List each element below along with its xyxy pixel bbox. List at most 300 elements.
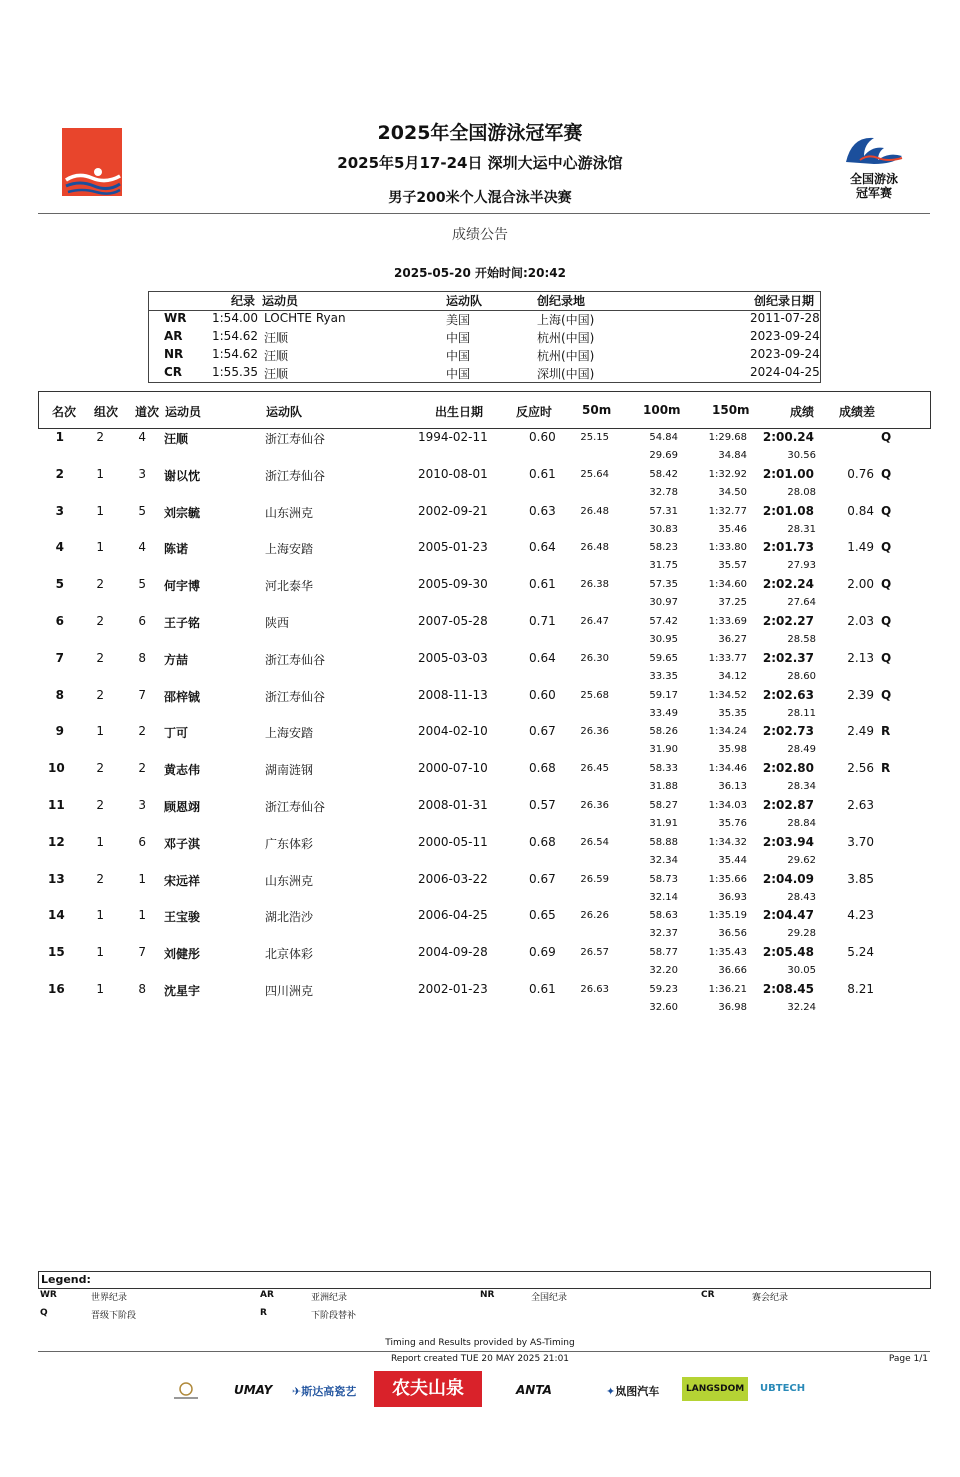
- legend-description: 世界纪录: [91, 1293, 128, 1303]
- heat: 2: [96, 687, 104, 702]
- lap-200m: 29.28: [787, 928, 816, 940]
- lane: 8: [138, 982, 146, 996]
- reaction-time: 0.61: [529, 577, 556, 592]
- results-header: [38, 391, 931, 429]
- lap-150m: 37.25: [718, 597, 747, 609]
- result-row: [38, 687, 930, 724]
- final-time: 2:03.94: [762, 834, 814, 849]
- birth-date: 2010-08-01: [418, 466, 488, 481]
- team: 浙江寿仙谷: [265, 800, 326, 814]
- rank: 7: [55, 650, 64, 665]
- split-100m: 58.88: [649, 836, 678, 848]
- split-100m: 58.73: [649, 873, 678, 885]
- lap-200m: 28.34: [787, 781, 816, 793]
- qualification-mark: Q: [881, 430, 892, 444]
- result-row: [38, 834, 930, 871]
- lap-150m: 36.66: [718, 965, 747, 977]
- split-150m: 1:34.60: [708, 579, 747, 591]
- time-behind: 2.13: [847, 650, 874, 665]
- heat: 2: [96, 577, 104, 592]
- rank: 5: [55, 577, 64, 592]
- athlete-name: 刘健彤: [164, 947, 201, 962]
- rank: 11: [48, 798, 65, 812]
- final-time: 2:02.87: [762, 798, 814, 812]
- split-150m: 1:35.19: [708, 910, 747, 922]
- team: 河北泰华: [265, 579, 314, 594]
- split-150m: 1:34.46: [708, 763, 747, 775]
- lap-200m: 28.08: [787, 486, 816, 498]
- record-date: 2011-07-28: [750, 311, 820, 325]
- final-time: 2:04.09: [762, 871, 814, 886]
- lap-150m: 35.44: [718, 854, 747, 866]
- reaction-time: 0.61: [529, 982, 556, 996]
- split-50m: 26.26: [580, 910, 609, 922]
- result-row: [38, 613, 930, 650]
- rank: 12: [48, 834, 65, 849]
- lane: 8: [138, 650, 146, 665]
- lane: 5: [138, 503, 146, 518]
- reaction-time: 0.63: [529, 503, 556, 518]
- birth-date: 2002-01-23: [418, 982, 488, 996]
- sponsor-umay: UMAY: [234, 1383, 273, 1397]
- split-100m: 58.63: [649, 910, 678, 922]
- lane: 4: [138, 430, 146, 444]
- record-team: 中国: [446, 367, 471, 381]
- record-place: 深圳(中国): [537, 367, 595, 381]
- record-time: 1:54.62: [212, 329, 259, 343]
- legend-description: 赛会纪录: [752, 1293, 789, 1303]
- lane: 6: [138, 614, 146, 628]
- lane: 3: [138, 466, 146, 481]
- athlete-name: 陈诺: [164, 542, 189, 557]
- time-behind: 1.49: [847, 540, 874, 555]
- final-time: 2:02.27: [762, 614, 814, 628]
- record-time: 1:55.35: [212, 365, 259, 379]
- reaction-time: 0.69: [529, 945, 556, 960]
- legend-description: 晋级下阶段: [91, 1311, 137, 1321]
- athlete-name: 谢以忱: [164, 468, 201, 483]
- record-code: CR: [164, 365, 183, 379]
- rank: 16: [48, 982, 65, 996]
- result-row: [38, 576, 930, 613]
- team: 陕西: [265, 616, 290, 630]
- heat: 1: [96, 724, 104, 739]
- legend-code: WR: [40, 1290, 57, 1300]
- rank: 8: [55, 687, 64, 702]
- split-50m: 26.57: [580, 947, 609, 959]
- qualification-mark: Q: [881, 466, 892, 481]
- lap-150m: 35.76: [718, 818, 747, 829]
- rank: 10: [48, 761, 65, 776]
- record-row: [149, 311, 820, 329]
- sponsor-sida: [292, 1383, 356, 1399]
- lap-150m: 35.46: [718, 523, 747, 535]
- sponsor-voyah: [606, 1383, 659, 1399]
- lane: 4: [138, 540, 146, 555]
- split-100m: 59.17: [649, 689, 678, 701]
- heat: 2: [96, 614, 104, 628]
- reaction-time: 0.64: [529, 540, 556, 555]
- rank: 13: [48, 871, 65, 886]
- header-150m: 150m: [712, 403, 750, 417]
- header-reaction: 反应时: [516, 405, 553, 419]
- heat: 2: [96, 650, 104, 665]
- split-50m: 25.64: [580, 468, 609, 480]
- reaction-time: 0.65: [529, 908, 556, 923]
- qualification-mark: Q: [881, 650, 892, 665]
- athlete-name: 何宇博: [164, 579, 201, 594]
- heat: 1: [96, 503, 104, 518]
- final-time: 2:01.00: [762, 466, 814, 481]
- final-time: 2:01.73: [762, 540, 814, 555]
- record-athlete: LOCHTE Ryan: [264, 311, 346, 325]
- header-heat: 组次: [94, 405, 119, 419]
- split-50m: 26.59: [580, 873, 609, 885]
- rank: 2: [55, 466, 64, 481]
- right-logo-line1: 全国游泳: [849, 172, 898, 186]
- qualification-mark: Q: [881, 614, 892, 628]
- legend-code: R: [260, 1308, 267, 1318]
- birth-date: 1994-02-11: [418, 430, 488, 444]
- rank: 9: [55, 724, 64, 739]
- qualification-mark: Q: [881, 687, 892, 702]
- rank: 14: [48, 908, 65, 923]
- lap-150m: 34.84: [718, 450, 747, 461]
- record-athlete: 汪顺: [264, 331, 289, 345]
- lap-200m: 28.43: [787, 891, 816, 903]
- split-50m: 25.68: [580, 689, 609, 701]
- split-100m: 54.84: [649, 432, 678, 443]
- split-100m: 58.42: [649, 468, 678, 480]
- lap-200m: 32.24: [787, 1002, 816, 1013]
- qualification-mark: Q: [881, 503, 892, 518]
- split-150m: 1:34.32: [708, 836, 747, 848]
- rank: 15: [48, 945, 65, 960]
- record-date: 2024-04-25: [750, 365, 820, 379]
- reaction-time: 0.67: [529, 724, 556, 739]
- records-header-team: 运动队: [446, 294, 483, 308]
- lane: 3: [138, 798, 146, 812]
- record-place: 杭州(中国): [537, 349, 595, 363]
- reaction-time: 0.71: [529, 614, 556, 628]
- split-150m: 1:35.66: [708, 873, 747, 885]
- header-dob: 出生日期: [435, 405, 484, 419]
- lap-100m: 31.91: [649, 818, 678, 829]
- split-100m: 58.23: [649, 542, 678, 554]
- final-time: 2:01.08: [762, 503, 814, 518]
- lap-200m: 29.62: [787, 854, 816, 866]
- split-100m: 57.31: [649, 505, 678, 517]
- split-150m: 1:34.52: [708, 689, 747, 701]
- lap-100m: 32.34: [649, 854, 678, 866]
- date-start-time: 2025-05-20 开始时间:20:42: [394, 266, 566, 280]
- legend-description: 全国纪录: [531, 1293, 568, 1303]
- lap-200m: 28.84: [787, 818, 816, 829]
- birth-date: 2004-02-10: [418, 724, 488, 739]
- athlete-name: 方喆: [164, 652, 189, 667]
- split-100m: 59.65: [649, 652, 678, 664]
- date-venue: 2025年5月17-24日 深圳大运中心游泳馆: [337, 154, 623, 172]
- lap-100m: 30.97: [649, 597, 678, 609]
- right-logo-line2: 冠军赛: [855, 186, 892, 200]
- lap-100m: 30.83: [649, 523, 678, 535]
- athlete-name: 沈星宇: [164, 984, 201, 998]
- result-row: [38, 650, 930, 687]
- lap-100m: 31.90: [649, 744, 678, 756]
- heat: 1: [96, 540, 104, 555]
- header-athlete: 运动员: [165, 405, 202, 419]
- lap-100m: 29.69: [649, 450, 678, 461]
- lap-150m: 36.27: [718, 634, 747, 645]
- lap-100m: 32.78: [649, 486, 678, 498]
- event-name: 男子200米个人混合泳半决赛: [388, 190, 572, 206]
- heat: 2: [96, 798, 104, 812]
- header-lane: 道次: [135, 405, 160, 419]
- sponsor-strip: [160, 1371, 810, 1411]
- lap-200m: 28.31: [787, 523, 816, 535]
- birth-date: 2008-11-13: [418, 687, 488, 702]
- time-behind: 4.23: [847, 908, 874, 923]
- time-behind: 2.56: [847, 761, 874, 776]
- final-time: 2:00.24: [762, 430, 814, 444]
- final-time: 2:02.37: [762, 650, 814, 665]
- legend-box: [38, 1271, 931, 1289]
- time-behind: 0.84: [847, 503, 874, 518]
- header-50m: 50m: [582, 403, 612, 417]
- lap-100m: 32.20: [649, 965, 678, 977]
- legend-description: 亚洲纪录: [311, 1293, 348, 1303]
- lap-200m: 27.93: [787, 560, 816, 572]
- split-50m: 26.48: [580, 542, 609, 554]
- sponsor-nongfu: 农夫山泉: [374, 1371, 482, 1407]
- split-100m: 58.77: [649, 947, 678, 959]
- page-number: Page 1/1: [888, 1354, 928, 1364]
- result-row: [38, 466, 930, 503]
- split-150m: 1:34.24: [708, 726, 747, 738]
- heat: 1: [96, 834, 104, 849]
- lap-100m: 33.35: [649, 670, 678, 682]
- final-time: 2:05.48: [762, 945, 814, 960]
- competition-title: 2025年全国游泳冠军赛: [377, 122, 583, 144]
- lap-100m: 31.88: [649, 781, 678, 793]
- reaction-time: 0.64: [529, 650, 556, 665]
- split-50m: 25.15: [580, 432, 609, 443]
- split-150m: 1:32.77: [708, 505, 747, 517]
- athlete-name: 王子铭: [164, 616, 201, 630]
- sponsor-anta: ANTA: [516, 1383, 552, 1397]
- record-date: 2023-09-24: [750, 329, 820, 343]
- rank: 4: [55, 540, 64, 555]
- lane: 7: [138, 945, 146, 960]
- lap-150m: 36.93: [718, 891, 747, 903]
- result-row: [38, 429, 930, 466]
- qualification-mark: Q: [881, 577, 892, 592]
- record-row: [149, 365, 820, 383]
- record-place: 上海(中国): [537, 313, 595, 327]
- reaction-time: 0.68: [529, 761, 556, 776]
- team: 浙江寿仙谷: [265, 652, 326, 667]
- split-50m: 26.36: [580, 800, 609, 811]
- athlete-name: 邵梓铖: [164, 689, 201, 704]
- athlete-name: 宋远祥: [164, 873, 201, 888]
- lap-200m: 28.58: [787, 634, 816, 645]
- footer-divider: [38, 1351, 930, 1352]
- split-150m: 1:34.03: [708, 800, 747, 811]
- lap-150m: 35.35: [718, 707, 747, 719]
- result-announcement-title: 成绩公告: [452, 227, 508, 243]
- split-50m: 26.54: [580, 836, 609, 848]
- time-behind: 2.03: [847, 614, 874, 628]
- heat: 2: [96, 871, 104, 886]
- birth-date: 2002-09-21: [418, 503, 488, 518]
- split-50m: 26.45: [580, 763, 609, 775]
- athlete-name: 丁可: [164, 726, 189, 741]
- record-code: NR: [164, 347, 184, 361]
- header-rank: 名次: [52, 405, 77, 419]
- result-row: [38, 797, 930, 834]
- qualification-mark: Q: [881, 540, 892, 555]
- final-time: 2:02.63: [762, 687, 814, 702]
- lap-150m: 34.50: [718, 486, 747, 498]
- record-time: 1:54.62: [212, 347, 259, 361]
- header-result: 成绩: [790, 405, 815, 419]
- lane: 2: [138, 761, 146, 776]
- records-header-athlete: 运动员: [262, 294, 299, 308]
- legend-code: Q: [40, 1308, 48, 1318]
- sponsor-voyah-logo-icon: ✦: [606, 1385, 616, 1398]
- time-behind: 2.00: [847, 577, 874, 592]
- timing-provider: Timing and Results provided by AS-Timing: [385, 1338, 575, 1348]
- team: 四川洲克: [265, 984, 314, 998]
- time-behind: 2.39: [847, 687, 874, 702]
- legend-description: 下阶段替补: [311, 1311, 357, 1321]
- sponsor-sida-label: 斯达高瓷艺: [301, 1385, 357, 1398]
- report-created: Report created TUE 20 MAY 2025 21:01: [390, 1354, 570, 1364]
- team: 上海安踏: [265, 542, 314, 557]
- team: 浙江寿仙谷: [265, 468, 326, 483]
- lap-150m: 34.12: [718, 670, 747, 682]
- split-100m: 58.33: [649, 763, 678, 775]
- header-100m: 100m: [643, 403, 681, 417]
- split-150m: 1:33.77: [708, 652, 747, 664]
- lap-150m: 35.57: [718, 560, 747, 572]
- lap-200m: 27.64: [787, 597, 816, 609]
- athlete-name: 王宝骏: [164, 910, 201, 925]
- split-100m: 58.26: [649, 726, 678, 738]
- sponsor-emblem-icon: [166, 1379, 206, 1403]
- heat: 2: [96, 761, 104, 776]
- team: 浙江寿仙谷: [265, 432, 326, 446]
- result-row: [38, 981, 930, 1018]
- heat: 1: [96, 982, 104, 996]
- lap-200m: 28.60: [787, 670, 816, 682]
- athlete-name: 汪顺: [164, 432, 189, 446]
- time-behind: 2.63: [847, 798, 874, 812]
- record-row: [149, 329, 820, 347]
- team: 北京体彩: [265, 947, 314, 962]
- split-150m: 1:33.69: [708, 616, 747, 627]
- lane: 2: [138, 724, 146, 739]
- split-100m: 57.35: [649, 579, 678, 591]
- qualification-mark: R: [881, 724, 891, 739]
- result-row: [38, 723, 930, 760]
- time-behind: 0.76: [847, 466, 874, 481]
- records-header-record: 纪录: [231, 294, 256, 308]
- records-header-place: 创纪录地: [537, 294, 586, 308]
- split-150m: 1:36.21: [708, 984, 747, 995]
- sponsor-sida-logo-icon: ✈: [292, 1385, 302, 1398]
- record-athlete: 汪顺: [264, 349, 289, 363]
- birth-date: 2000-05-11: [418, 834, 488, 849]
- record-team: 中国: [446, 331, 471, 345]
- birth-date: 2007-05-28: [418, 614, 488, 628]
- split-50m: 26.63: [580, 984, 609, 995]
- birth-date: 2005-09-30: [418, 577, 488, 592]
- sponsor-ubtech: UBTECH: [760, 1383, 806, 1394]
- heat: 2: [96, 430, 104, 444]
- lap-150m: 35.98: [718, 744, 747, 756]
- legend-code: AR: [260, 1290, 274, 1300]
- result-row: [38, 760, 930, 797]
- team: 山东洲克: [265, 873, 314, 888]
- team: 浙江寿仙谷: [265, 689, 326, 704]
- lap-100m: 32.14: [649, 891, 678, 903]
- lap-200m: 30.05: [787, 965, 816, 977]
- time-behind: 3.85: [847, 871, 874, 886]
- lap-100m: 32.37: [649, 928, 678, 940]
- legend-code: CR: [701, 1290, 715, 1300]
- lap-100m: 30.95: [649, 634, 678, 645]
- birth-date: 2005-03-03: [418, 650, 488, 665]
- lap-150m: 36.98: [718, 1002, 747, 1013]
- record-athlete: 汪顺: [264, 367, 289, 381]
- time-behind: 5.24: [847, 945, 874, 960]
- heat: 1: [96, 945, 104, 960]
- record-code: WR: [164, 311, 187, 325]
- final-time: 2:02.80: [762, 761, 814, 776]
- record-date: 2023-09-24: [750, 347, 820, 361]
- split-50m: 26.47: [580, 616, 609, 627]
- result-row: [38, 503, 930, 540]
- heat: 1: [96, 908, 104, 923]
- reaction-time: 0.57: [529, 798, 556, 812]
- qualification-mark: R: [881, 761, 891, 776]
- split-50m: 26.36: [580, 726, 609, 738]
- team: 广东体彩: [265, 836, 314, 851]
- final-time: 2:08.45: [762, 982, 814, 996]
- split-100m: 57.42: [649, 616, 678, 627]
- final-time: 2:02.24: [762, 577, 814, 592]
- split-100m: 59.23: [649, 984, 678, 995]
- records-table: [148, 291, 821, 383]
- lane: 6: [138, 834, 146, 849]
- lap-100m: 33.49: [649, 707, 678, 719]
- reaction-time: 0.68: [529, 834, 556, 849]
- athlete-name: 黄志伟: [164, 763, 201, 778]
- records-header-date: 创纪录日期: [754, 294, 815, 308]
- athlete-name: 邓子淇: [164, 836, 201, 851]
- team: 上海安踏: [265, 726, 314, 741]
- record-time: 1:54.00: [212, 311, 259, 325]
- team: 湖北浩沙: [265, 910, 314, 925]
- header-divider: [38, 213, 930, 214]
- record-code: AR: [164, 329, 183, 343]
- lane: 5: [138, 577, 146, 592]
- lap-150m: 36.56: [718, 928, 747, 940]
- header-diff: 成绩差: [839, 405, 876, 419]
- time-behind: 3.70: [847, 834, 874, 849]
- lap-100m: 31.75: [649, 560, 678, 572]
